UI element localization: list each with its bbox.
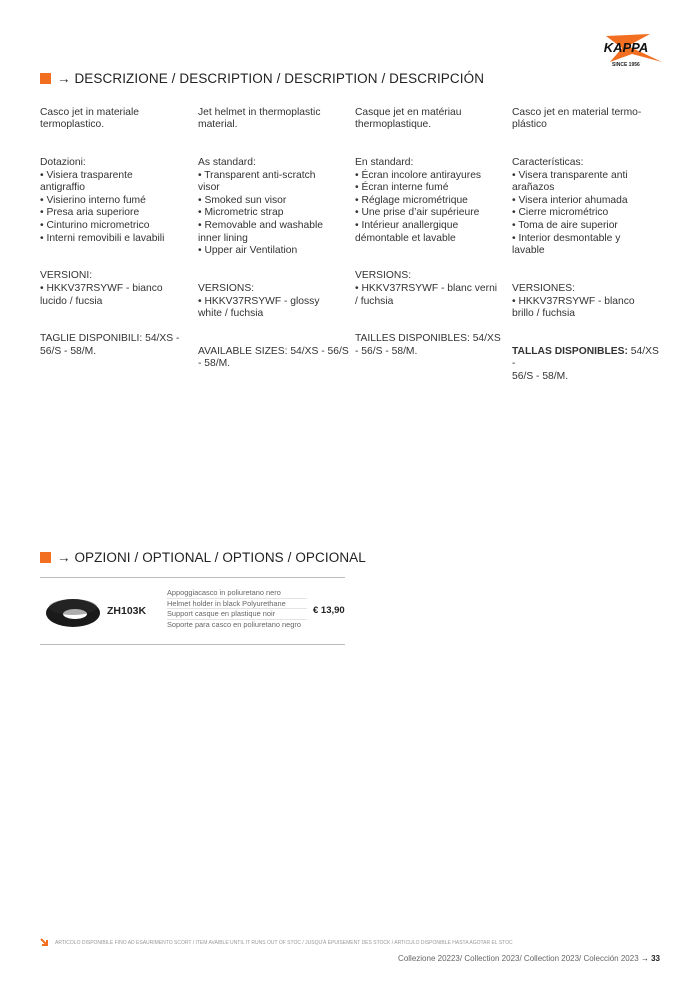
orange-square-icon [40, 73, 51, 84]
svg-text:KAPPA: KAPPA [603, 40, 649, 55]
description-column-fr [355, 94, 507, 384]
page-footer [398, 954, 660, 963]
sizes-text: TAILLES DISPONIBLES: 54/XS - 56/S - 58/M. [355, 333, 501, 357]
description-es: Soporte para casco en poliuretano negro [167, 619, 301, 629]
description-en: Helmet holder in black Polyurethane [167, 599, 307, 610]
divider [40, 577, 345, 578]
description-column-it [40, 94, 192, 384]
versions-text: VERSIONI: • HKKV37RSYWF - bianco lucido / fucsia [40, 270, 163, 307]
page-number: → 33 [640, 954, 660, 963]
sizes-text: TAGLIE DISPONIBILI: 54/XS - 56/S - 58/M. [40, 333, 180, 357]
versions-text: VERSIONS: • HKKV37RSYWF - glossy white / fuchsia [198, 282, 320, 320]
sizes-text [512, 346, 664, 384]
equipment-list: Dotazioni: • Visiera trasparente antigraffio • Visierino interno fumé • Presa aria superiore • Cinturino micrometrico • Interni removibili e lavabili [40, 156, 165, 244]
description-fr: Support casque en plastique noir [167, 609, 307, 620]
divider [40, 644, 345, 645]
options-title: → OPZIONI / OPTIONAL / OPTIONS / OPCIONAL [57, 550, 366, 565]
product-price: € 13,90 [313, 605, 345, 616]
description-it: Appoggiacasco in poliuretano nero [167, 588, 307, 599]
description-column-es [512, 94, 664, 409]
collection-text: Collezione 20223/ Collection 2023/ Collection 2023/ Colección 2023 [398, 954, 641, 963]
description-column-en [198, 94, 350, 396]
equipment-list: En standard: • Écran incolore antirayures • Écran interne fumé • Réglage micrométrique • Une prise d’air supérieure • Intérieur anallergique démontable et lavable [355, 156, 482, 244]
description-title: → DESCRIZIONE / DESCRIPTION / DESCRIPTION / DESCRIPCIÓN [57, 71, 485, 86]
stock-note-text: ARTICOLO DISPONIBILE FINO AD ESAURIMENTO SCORT / ITEM AVAIBLE UNTIL IT RUNS OUT OF STOC / JUSQU'À ÉPUISEMENT DES STOCK / ARTICULO DISPONIBLE HASTA AGOTAR EL STOC [55, 939, 513, 946]
intro-text: Casco jet en material termo- plástico [512, 106, 642, 131]
sizes-value: 54/XS - 56/S - 58/M. [512, 345, 659, 383]
sizes-label: TALLAS DISPONIBLES: [512, 345, 628, 357]
intro-text: Casque jet en matériau thermoplastique. [355, 106, 462, 131]
versions-text: VERSIONES: • HKKV37RSYWF - blanco brillo / fuchsia [512, 282, 635, 320]
equipment-list: Características: • Visera transparente anti arañazos • Visera interior ahumada • Cierre micrométrico • Toma de aire superior • Interior desmontable y lavable [512, 156, 628, 257]
versions-text: VERSIONS: • HKKV37RSYWF - blanc verni / fuchsia [355, 270, 498, 307]
description-heading [40, 71, 484, 86]
options-heading [40, 550, 366, 565]
product-descriptions [167, 588, 307, 629]
equipment-list: As standard: • Transparent anti-scratch visor • Smoked sun visor • Micrometric strap • Removable and washable inner lining • Upper air Ventilation [198, 156, 323, 257]
arrow-down-right-icon [40, 938, 49, 947]
orange-square-icon [40, 552, 51, 563]
since-label: SINCE 1956 [612, 62, 640, 68]
stock-note [40, 938, 513, 947]
intro-text: Jet helmet in thermoplastic material. [198, 106, 321, 131]
sizes-text: AVAILABLE SIZES: 54/XS - 56/S - 58/M. [198, 345, 349, 370]
product-code: ZH103K [107, 605, 147, 617]
intro-text: Casco jet in materiale termoplastico. [40, 106, 140, 131]
helmet-holder-image [44, 594, 102, 630]
